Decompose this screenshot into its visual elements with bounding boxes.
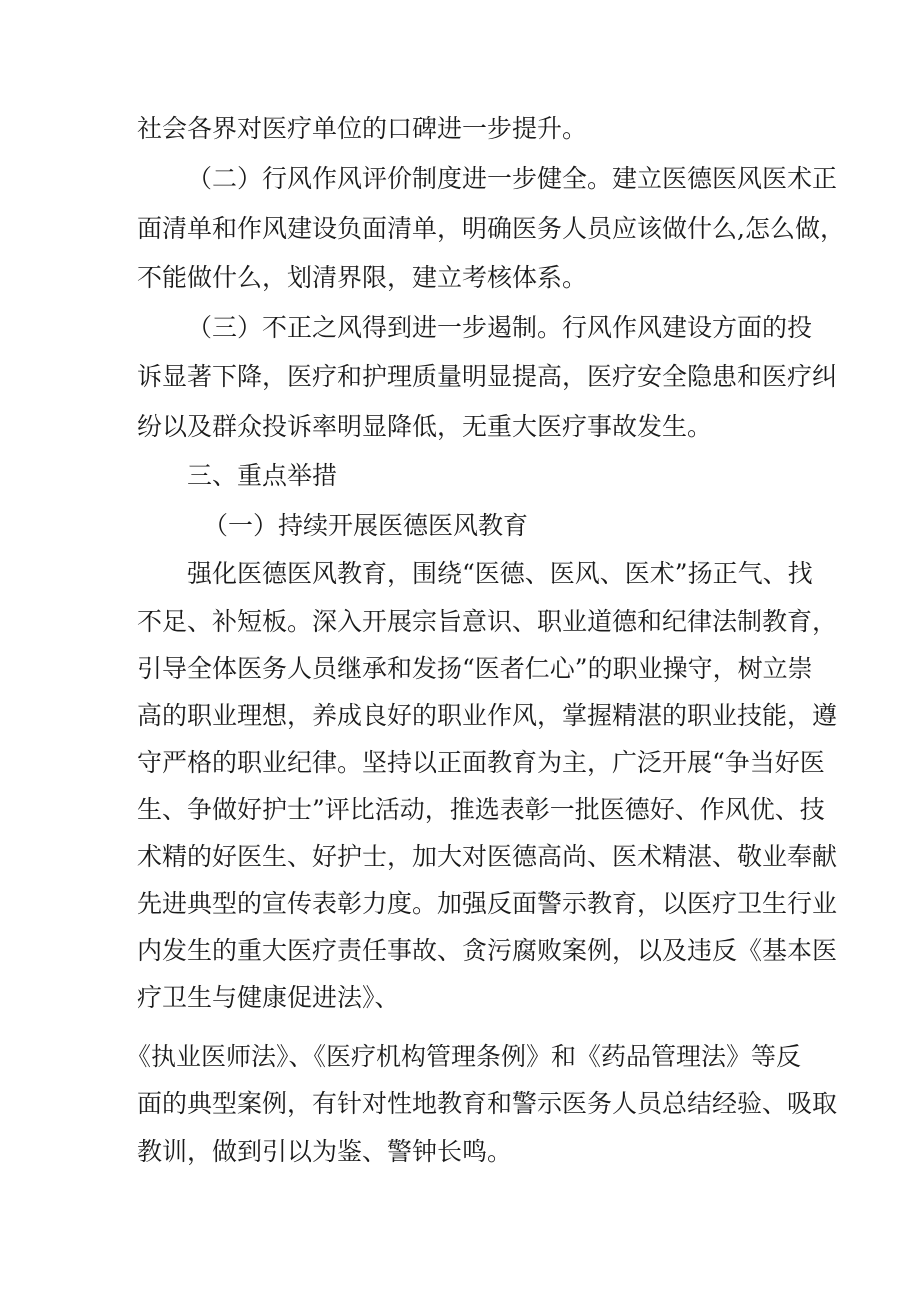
text-line: 守严格的职业纪律。坚持以正面教育为主，广泛开展“争当好医 <box>137 748 825 777</box>
text-line: 内发生的重大医疗责任事故、贪污腐败案例，以及违反《基本医 <box>137 936 838 965</box>
section-heading: 三、重点举措 <box>187 461 338 490</box>
text-line: 面清单和作风建设负面清单，明确医务人员应该做什么,怎么做， <box>137 214 845 243</box>
text-line: 面的典型案例，有针对性地教育和警示医务人员总结经验、吸取 <box>137 1089 838 1118</box>
text-line: 强化医德医风教育，围绕“医德、医风、医术”扬正气、找 <box>187 559 813 588</box>
text-line: 术精的好医生、好护士，加大对医德高尚、医术精湛、敬业奉献 <box>137 842 838 871</box>
text-line: 生、争做好护士”评比活动，推选表彰一批医德好、作风优、技 <box>137 795 825 824</box>
text-line: 诉显著下降，医疗和护理质量明显提高，医疗安全隐患和医疗纠 <box>137 362 838 391</box>
subsection-heading: （一）持续开展医德医风教育 <box>203 511 529 540</box>
text-line: 引导全体医务人员继承和发扬“医者仁心”的职业操守，树立崇 <box>137 654 813 683</box>
text-line: 不足、补短板。深入开展宗旨意识、职业道德和纪律法制教育， <box>137 607 838 636</box>
text-line: 纷以及群众投诉率明显降低，无重大医疗事故发生。 <box>137 412 713 441</box>
text-line: 教训，做到引以为鉴、警钟长鸣。 <box>137 1137 513 1166</box>
text-line: 疗卫生与健康促进法》、 <box>137 983 400 1012</box>
text-line: （三）不正之风得到进一步遏制。行风作风建设方面的投 <box>187 313 813 342</box>
text-line: 社会各界对医疗单位的口碑进一步提升。 <box>137 114 588 143</box>
text-line: 不能做什么，划清界限，建立考核体系。 <box>137 263 588 292</box>
text-line: 高的职业理想，养成良好的职业作风，掌握精湛的职业技能，遵 <box>137 701 838 730</box>
text-line: 先进典型的宣传表彰力度。加强反面警示教育，以医疗卫生行业 <box>137 889 838 918</box>
text-line: （二）行风作风评价制度进一步健全。建立医德医风医术正 <box>187 164 838 193</box>
text-line: 《执业医师法》、《医疗机构管理条例》和《药品管理法》等反 <box>126 1042 802 1071</box>
